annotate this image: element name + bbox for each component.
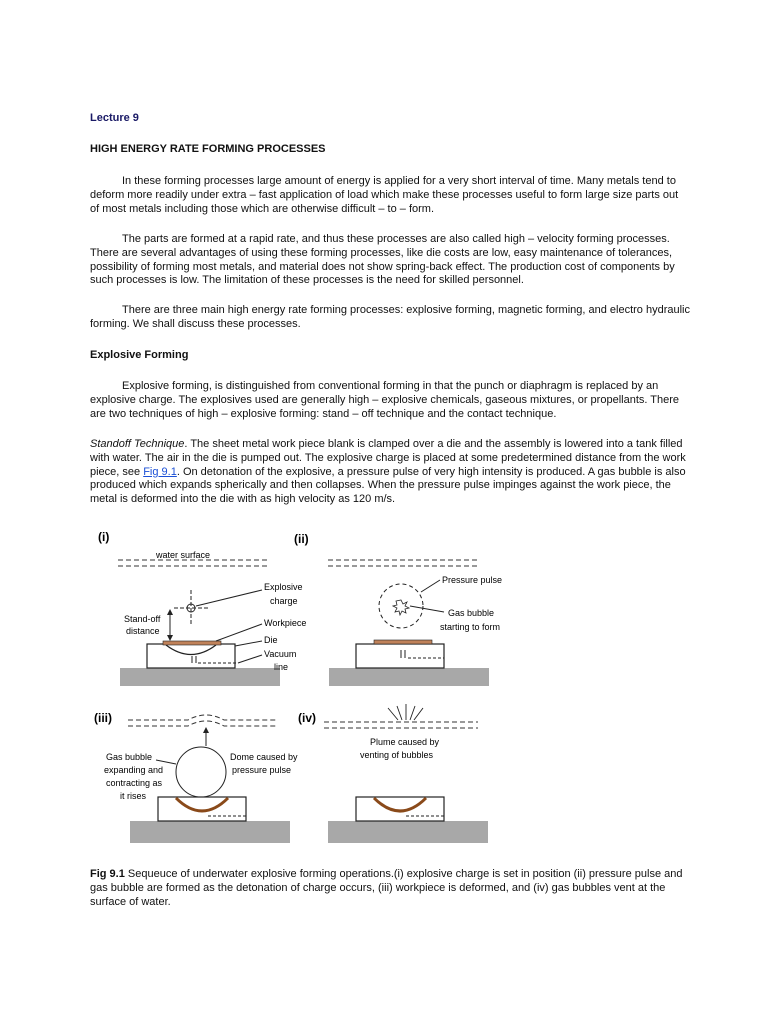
lecture-label: Lecture 9 [90, 112, 139, 124]
caption-label: Fig 9.1 [90, 868, 125, 880]
explosive-charge-label-1: Explosive [264, 582, 303, 592]
panel-label-iii: (iii) [94, 711, 112, 725]
gas-bubble-expand-label-1: Gas bubble [106, 752, 153, 762]
figure-caption: Fig 9.1 Sequeuce of underwater explosive forming operations.(i) explosive charge is set in position (ii) pressure pulse and gas bubble are formed as the detonation of charge occurs, (iii) workpiece is deformed, and (iv) gas bubbles vent at the surface of water. [90, 868, 683, 908]
gas-bubble-start-label-1: Gas bubble [448, 608, 495, 618]
standoff-term: Standoff Technique [90, 438, 185, 450]
water-surface-label: water surface [156, 550, 211, 560]
fig-9-1-link[interactable]: Fig 9.1 [143, 465, 177, 478]
page-title: HIGH ENERGY RATE FORMING PROCESSES [90, 143, 326, 155]
die-label: Die [264, 635, 278, 645]
dome-label-2: pressure pulse [232, 765, 292, 775]
paragraph-processes: There are three main high energy rate forming processes: explosive forming, magnetic forming, and electro hydraulic forming. We shall discuss these processes. [90, 304, 690, 330]
plume-label-2: venting of bubbles [360, 750, 434, 760]
standoff-label-1: Stand-off [124, 614, 161, 624]
explosive-charge-label-2: charge [270, 596, 298, 606]
gas-bubble-start-label-2: starting to form [440, 622, 501, 632]
panel-label-iv: (iv) [298, 711, 316, 725]
pressure-pulse-label: Pressure pulse [442, 575, 503, 585]
workpiece-label: Workpiece [264, 618, 307, 628]
paragraph-standoff: Standoff Technique. The sheet metal work piece blank is clamped over a die and the assembly is lowered into a tank filled with water. The air in the die is pumped out. The explosive charge is placed at some predetermined distance from the work piece, see Fig 9.1. On detonation of the explosive, a pressure pulse of very high intensity is produced. A gas bubble is also produced which expands spherically and then collapses. When the pressure pulse impinges against the work piece, the metal is deformed into the die with as high velocity as 120 m/s. [90, 438, 686, 506]
section-heading: Explosive Forming [90, 349, 189, 361]
panel-label-i: (i) [98, 530, 110, 544]
paragraph-intro: In these forming processes large amount of energy is applied for a very short interval of time. Many metals tend to deform more readily under extra – fast application of load which make these processes useful to form large size parts out of most metals including those which are otherwise difficult – to – form. [90, 175, 679, 215]
paragraph-advantages: The parts are formed at a rapid rate, and thus these processes are also called high – velocity forming processes. There are several advantages of using these forming processes, like die costs are low, easy maintenance of tolerances, possibility of forming most metals, and material does not show spring-back effect. The production cost of components by such processes is low. The limitation of these processes is the need for skilled personnel. [90, 233, 675, 287]
gas-bubble-expand-label-3: contracting as [106, 778, 163, 788]
figure-9-1 [88, 524, 508, 854]
plume-label-1: Plume caused by [370, 737, 440, 747]
panel-label-ii: (ii) [294, 532, 309, 546]
vacuum-label-1: Vacuum [264, 649, 297, 659]
dome-label-1: Dome caused by [230, 752, 298, 762]
paragraph-explosive: Explosive forming, is distinguished from conventional forming in that the punch or diaphragm is replaced by an explosive charge. The explosives used are generally high – explosive chemicals, gaseous mixtures, or propellants. There are two techniques of high – explosive forming: stand – off technique and the contact technique. [90, 380, 680, 420]
vacuum-label-2: line [274, 662, 289, 672]
gas-bubble-expand-label-2: expanding and [104, 765, 164, 775]
gas-bubble-expand-label-4: it rises [120, 791, 147, 801]
standoff-label-2: distance [126, 626, 160, 636]
